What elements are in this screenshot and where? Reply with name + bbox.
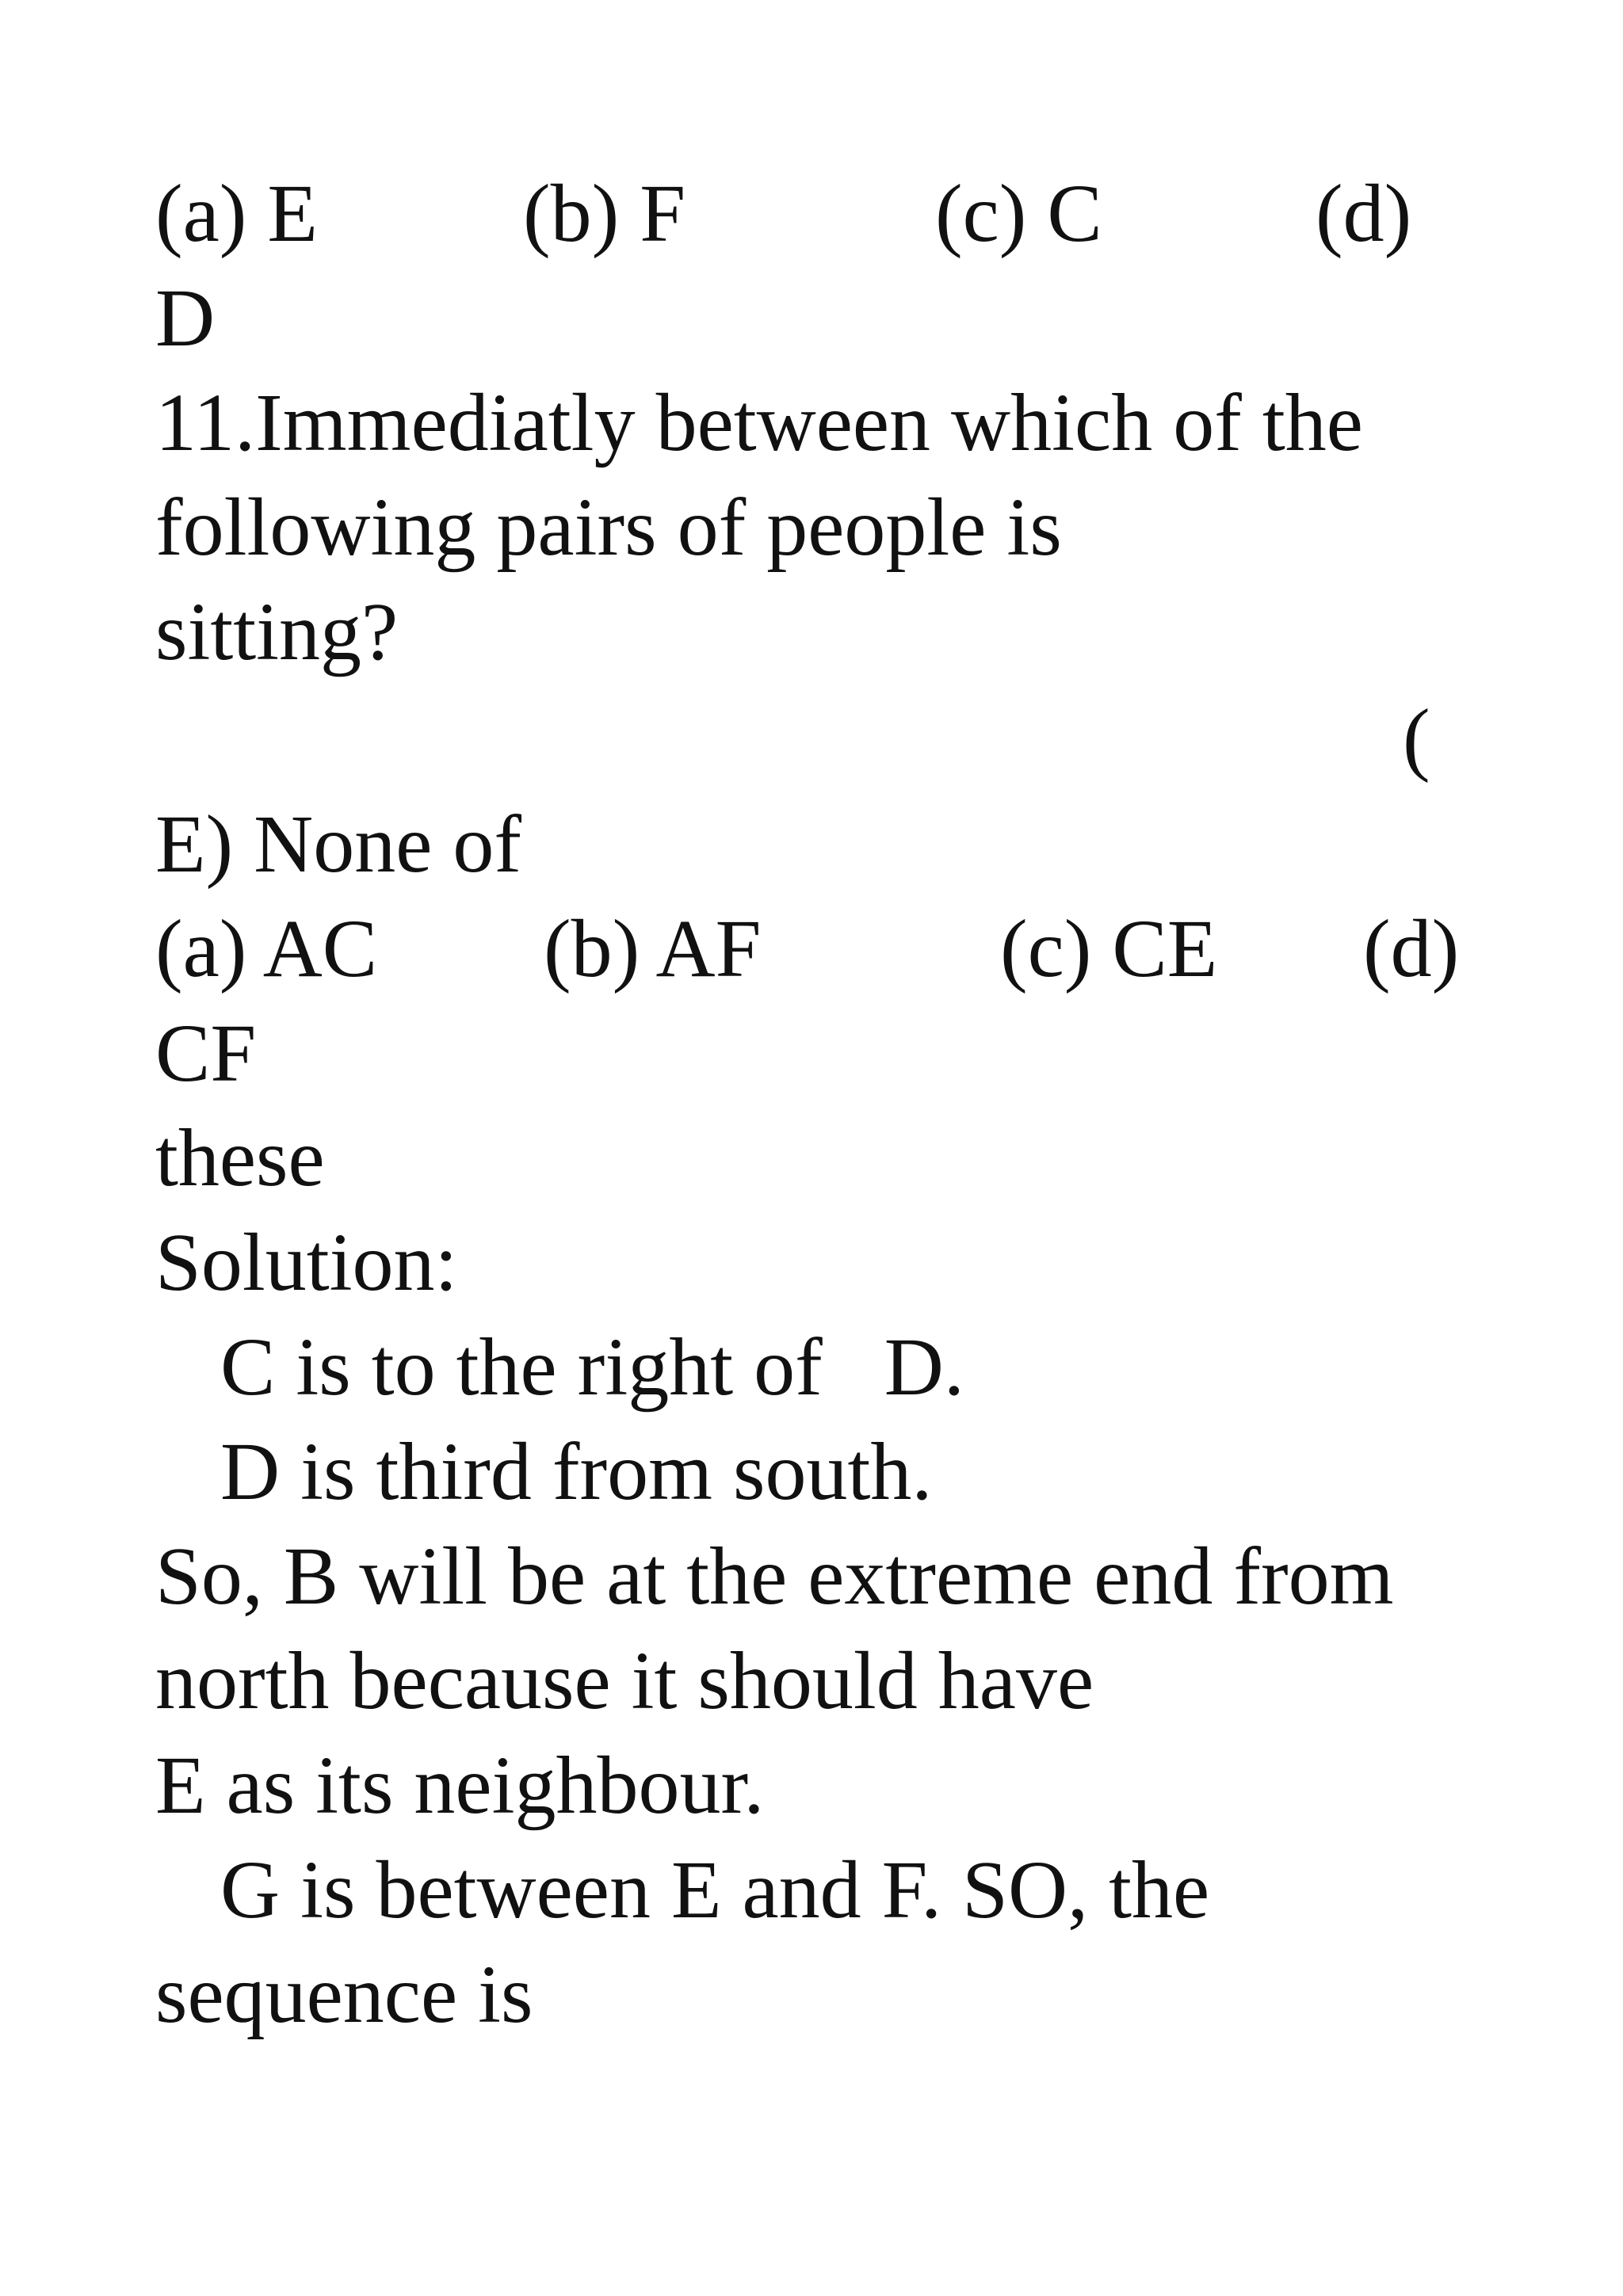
q10-option-c: (c) C bbox=[935, 168, 1102, 259]
q11-option-d-value: CF bbox=[155, 1008, 257, 1099]
solution-line-4: north because it should have bbox=[155, 1635, 1094, 1726]
q10-option-d: (d) bbox=[1316, 168, 1412, 259]
solution-line-7: sequence is bbox=[155, 1949, 533, 2040]
q10-option-d-value: D bbox=[155, 273, 216, 364]
solution-line-2: D is third from south. bbox=[220, 1426, 933, 1517]
q11-option-c: (c) CE bbox=[1000, 903, 1218, 994]
q11-option-e: E) None of bbox=[155, 799, 522, 890]
q11-option-b: (b) AF bbox=[544, 903, 762, 994]
q10-option-b: (b) F bbox=[523, 168, 686, 259]
solution-line-1: C is to the right of D. bbox=[220, 1322, 964, 1413]
solution-line-6: G is between E and F. SO, the bbox=[220, 1844, 1210, 1936]
q11-option-a: (a) AC bbox=[155, 903, 378, 994]
q11-question-line-1: 11.Immediatly between which of the bbox=[155, 377, 1363, 468]
q11-option-e-paren: ( bbox=[1403, 692, 1430, 784]
solution-line-3: So, B will be at the extreme end from bbox=[155, 1531, 1394, 1622]
q11-question-line-2: following pairs of people is bbox=[155, 482, 1062, 573]
q11-option-d: (d) bbox=[1363, 903, 1460, 994]
solution-line-5: E as its neighbour. bbox=[155, 1740, 765, 1831]
solution-heading: Solution: bbox=[155, 1217, 458, 1308]
q11-option-e-tail: these bbox=[155, 1112, 325, 1203]
q11-question-line-3: sitting? bbox=[155, 586, 399, 677]
q10-option-a: (a) E bbox=[155, 168, 318, 259]
